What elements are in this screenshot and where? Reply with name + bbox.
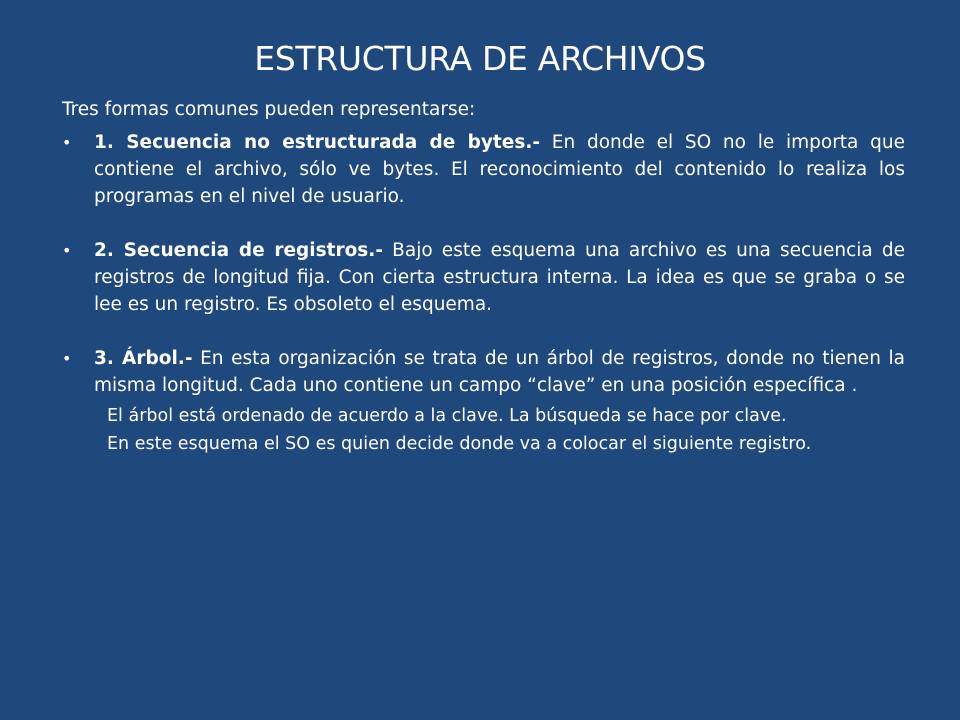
bullet-item-2: [62, 237, 905, 318]
spacer: [62, 210, 905, 237]
bullet-heading: 1. Secuencia no estructurada de bytes.-: [94, 132, 541, 153]
bullet-heading: 3. Árbol.-: [94, 348, 193, 369]
bullet-text: Bajo este esquema una archivo es una secuencia de registros de longitud fija. Con cierta estructura interna. La idea es que se graba o se lee es un registro. Es obsoleto el esquema.: [94, 240, 905, 315]
bullet-heading: 2. Secuencia de registros.-: [94, 240, 384, 261]
sub-paragraph-1: El árbol está ordenado de acuerdo a la clave. La búsqueda se hace por clave.: [107, 406, 787, 426]
slide-title: ESTRUCTURA DE ARCHIVOS: [254, 39, 706, 78]
spacer: [62, 318, 905, 345]
bullet-item-1: [62, 129, 905, 210]
bullet-item-3: [62, 345, 905, 399]
bullet-dot-icon: •: [62, 241, 72, 260]
intro-text: Tres formas comunes pueden representarse:: [62, 99, 476, 120]
bullet-dot-icon: •: [62, 349, 72, 368]
bullet-text: En donde el SO no le importa que contiene el archivo, sólo ve bytes. El reconocimiento del contenido lo realiza los programas en el nivel de usuario.: [94, 132, 905, 207]
bullet-text: En esta organización se trata de un árbol de registros, donde no tienen la misma longitud. Cada uno contiene un campo “clave” en una posición específica .: [94, 348, 905, 396]
sub-paragraph-2: En este esquema el SO es quien decide donde va a colocar el siguiente registro.: [107, 434, 812, 454]
slide-content: [62, 96, 905, 455]
bullet-dot-icon: •: [62, 133, 72, 152]
